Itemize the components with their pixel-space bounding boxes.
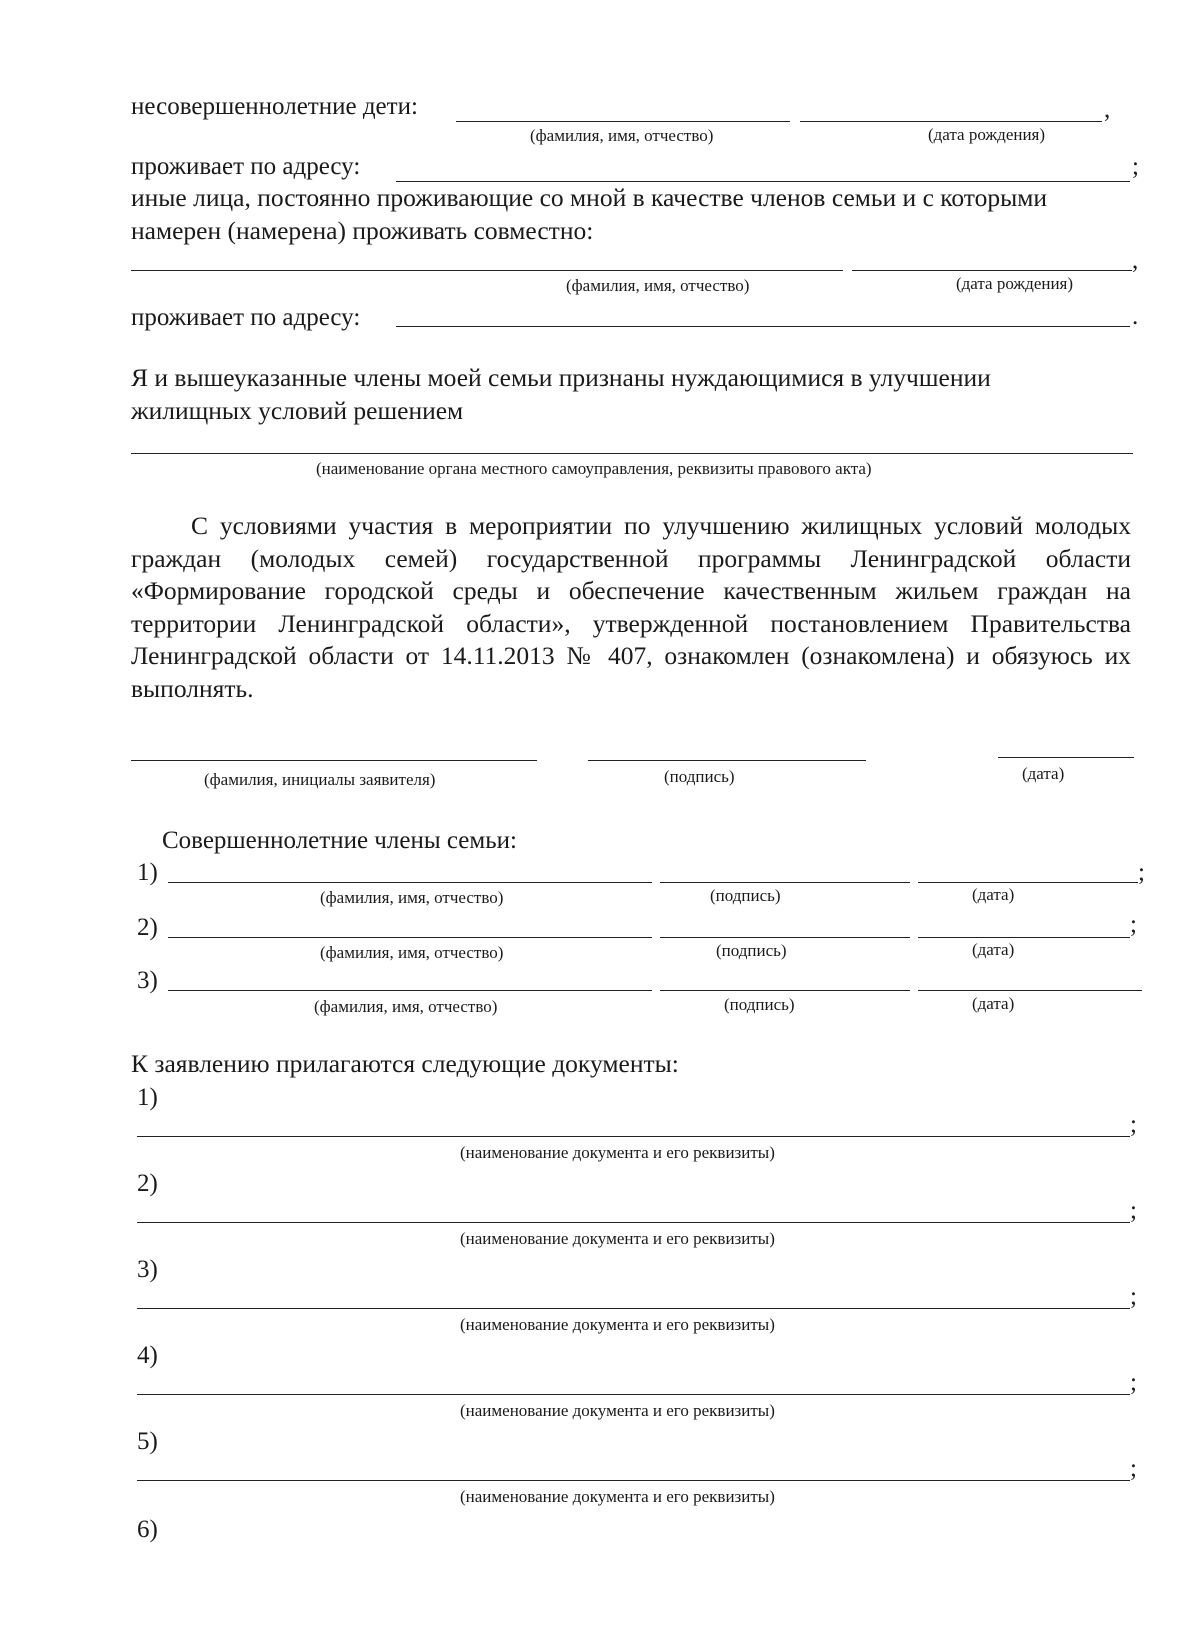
- adult-row-signature-line[interactable]: [660, 990, 910, 991]
- document-number: 1): [137, 1084, 158, 1111]
- adult-row-date-caption: (дата): [972, 994, 1015, 1013]
- children-label: несовершеннолетние дети:: [131, 93, 418, 120]
- documents-heading: К заявлению прилагаются следующие документы:: [131, 1049, 679, 1078]
- document-line[interactable]: [137, 1136, 1130, 1137]
- others-dob-line[interactable]: [852, 270, 1132, 271]
- adult-row-signature-caption: (подпись): [716, 941, 787, 960]
- document-end: ;: [1130, 1455, 1137, 1482]
- children-address-line[interactable]: [396, 181, 1130, 182]
- adult-row-name-caption: (фамилия, имя, отчество): [314, 997, 498, 1016]
- semicolon: ;: [1132, 153, 1139, 180]
- document-caption: (наименование документа и его реквизиты): [460, 1315, 775, 1334]
- recognition-decision-line[interactable]: [131, 453, 1133, 454]
- adult-row-name-caption: (фамилия, имя, отчество): [320, 888, 504, 907]
- recognition-caption: (наименование органа местного самоуправления, реквизиты правового акта): [316, 459, 872, 478]
- adult-row-end: ;: [1130, 911, 1137, 938]
- comma: ,: [1104, 96, 1111, 123]
- document-caption: (наименование документа и его реквизиты): [460, 1229, 775, 1248]
- adult-row-signature-caption: (подпись): [724, 995, 795, 1014]
- document-end: ;: [1130, 1111, 1137, 1138]
- adult-members-heading: Совершеннолетние члены семьи:: [162, 827, 517, 854]
- recognition-line2: жилищных условий решением: [131, 396, 464, 425]
- document-number: 6): [137, 1516, 158, 1543]
- children-name-caption: (фамилия, имя, отчество): [530, 126, 714, 145]
- document-line[interactable]: [137, 1222, 1130, 1223]
- document-line[interactable]: [137, 1308, 1130, 1309]
- applicant-signature-caption: (подпись): [664, 767, 735, 786]
- period: .: [1132, 303, 1139, 330]
- comma: ,: [1132, 247, 1139, 274]
- children-dob-line[interactable]: [800, 121, 1102, 122]
- document-number: 4): [137, 1342, 158, 1369]
- children-address-label: проживает по адресу:: [131, 153, 361, 180]
- adult-row-number: 2): [137, 914, 158, 941]
- document-end: ;: [1130, 1283, 1137, 1310]
- adult-row-date-caption: (дата): [972, 940, 1015, 959]
- document-number: 5): [137, 1428, 158, 1455]
- document-end: ;: [1130, 1197, 1137, 1224]
- applicant-name-caption: (фамилия, инициалы заявителя): [204, 770, 436, 789]
- adult-row-date-line[interactable]: [918, 882, 1138, 883]
- document-caption: (наименование документа и его реквизиты): [460, 1143, 775, 1162]
- adult-row-signature-line[interactable]: [660, 882, 910, 883]
- others-dob-caption: (дата рождения): [956, 274, 1074, 293]
- conditions-paragraph-text: С условиями участия в мероприятии по улучшению жилищных условий молодых граждан (молодых семей) государственной программы Ленинградской области «Формирование городской среды и обеспечение качественным жильем граждан на территории Ленинградской области», утвержденной постановлением Правительства Ленинградской области от 14.11.2013 № 407, ознакомлен (ознакомлена) и обязуюсь их выполнять.: [131, 511, 1131, 703]
- adult-row-number: 1): [137, 859, 158, 886]
- adult-row-date-line[interactable]: [918, 937, 1130, 938]
- adult-row-name-line[interactable]: [168, 937, 652, 938]
- adult-row-signature-line[interactable]: [660, 937, 910, 938]
- document-caption: (наименование документа и его реквизиты): [460, 1401, 775, 1420]
- others-address-label: проживает по адресу:: [131, 304, 361, 331]
- adult-row-date-caption: (дата): [972, 885, 1015, 904]
- adult-row-number: 3): [137, 967, 158, 994]
- applicant-signature-line[interactable]: [588, 760, 866, 761]
- adult-row-date-line[interactable]: [918, 990, 1142, 991]
- document-number: 2): [137, 1170, 158, 1197]
- adult-row-end: ;: [1138, 859, 1145, 886]
- others-name-line[interactable]: [131, 270, 843, 271]
- adult-row-signature-caption: (подпись): [710, 886, 781, 905]
- adult-row-name-line[interactable]: [168, 882, 652, 883]
- others-text-line2: намерен (намерена) проживать совместно:: [131, 216, 594, 245]
- children-dob-caption: (дата рождения): [928, 125, 1046, 144]
- conditions-paragraph: [131, 510, 1131, 705]
- recognition-line1: Я и вышеуказанные члены моей семьи признаны нуждающимися в улучшении: [131, 363, 991, 392]
- others-name-caption: (фамилия, имя, отчество): [566, 276, 750, 295]
- applicant-date-line[interactable]: [998, 757, 1134, 758]
- adult-row-name-caption: (фамилия, имя, отчество): [320, 943, 504, 962]
- document-caption: (наименование документа и его реквизиты): [460, 1487, 775, 1506]
- document-line[interactable]: [137, 1480, 1130, 1481]
- applicant-name-line[interactable]: [131, 760, 537, 761]
- document-number: 3): [137, 1256, 158, 1283]
- others-text-line1: иные лица, постоянно проживающие со мной в качестве членов семьи и с которыми: [131, 183, 1047, 212]
- applicant-date-caption: (дата): [1022, 764, 1065, 783]
- adult-row-name-line[interactable]: [168, 990, 652, 991]
- document-end: ;: [1130, 1369, 1137, 1396]
- children-name-line[interactable]: [456, 121, 790, 122]
- document-line[interactable]: [137, 1394, 1130, 1395]
- others-address-line[interactable]: [396, 326, 1130, 327]
